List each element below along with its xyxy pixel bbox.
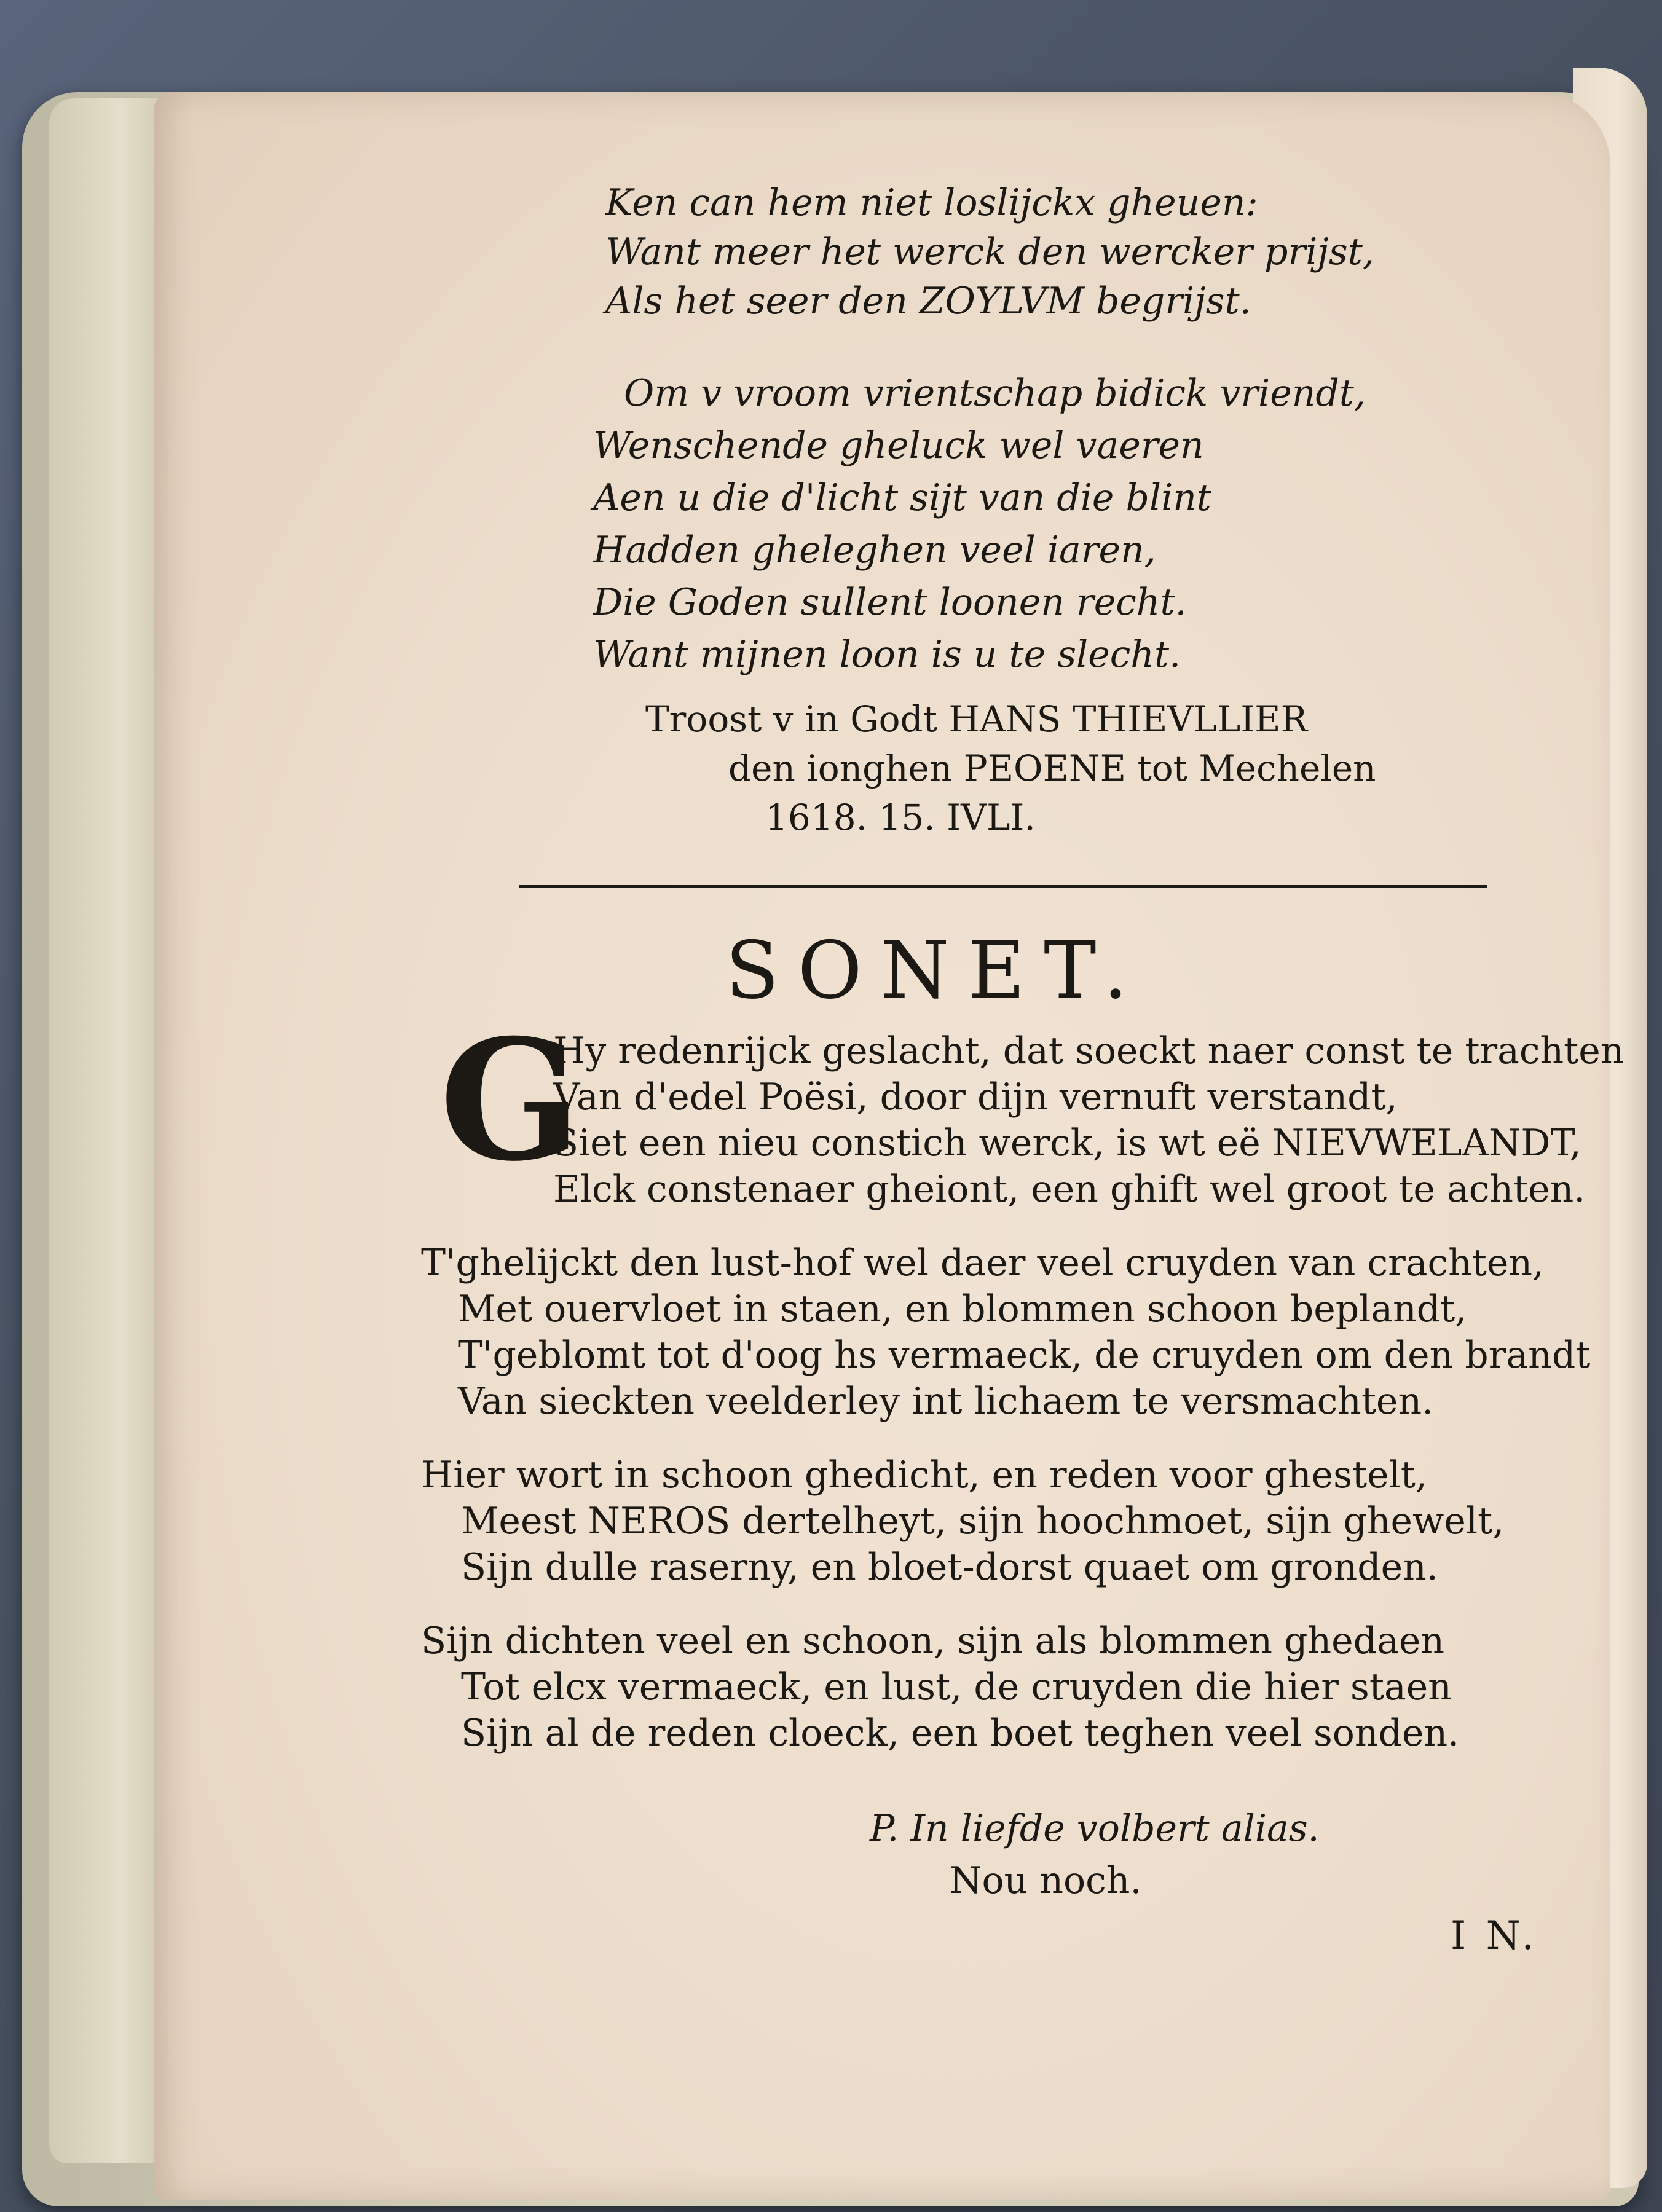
sonnet-line: Met ouervloet in staen, en blommen schoon beplandt, <box>458 1288 1467 1331</box>
sonnet-line: Van d'edel Poësi, door dijn vernuft verstandt, <box>553 1076 1398 1119</box>
poem-line: Want mijnen loon is u te slecht. <box>593 633 1181 676</box>
sonnet-line: Sijn al de reden cloeck, een boet teghen veel sonden. <box>461 1712 1460 1755</box>
poem-line: Aen u die d'licht sijt van die blint <box>593 476 1212 519</box>
signature-line: den ionghen PEOENE tot Mechelen <box>728 747 1376 789</box>
poem-line: Want meer het werck den wercker prijst, <box>605 230 1374 274</box>
catchword: I N. <box>1451 1913 1538 1959</box>
poem-line: Wenschende gheluck wel vaeren <box>593 424 1204 467</box>
poem-line: Hadden gheleghen veel iaren, <box>593 529 1156 572</box>
poem-line: Ken can hem niet loslijckx gheuen: <box>605 181 1258 224</box>
sonnet-line: Hy redenrijck geslacht, dat soeckt naer const te trachten <box>553 1029 1625 1073</box>
sonnet-line: Tot elcx vermaeck, en lust, de cruyden die hier staen <box>461 1666 1452 1709</box>
sonnet-title: SONET. <box>725 925 1147 1017</box>
sonnet-signature: P. In liefde volbert alias. <box>870 1807 1320 1850</box>
sonnet-line: Meest NEROS dertelheyt, sijn hoochmoet, sijn ghewelt, <box>461 1500 1505 1543</box>
sonnet-line: Elck constenaer gheiont, een ghift wel groot te achten. <box>553 1168 1586 1211</box>
sonnet-signature: Nou noch. <box>950 1859 1142 1902</box>
sonnet-line: Sijn dulle raserny, en bloet-dorst quaet om gronden. <box>461 1546 1438 1589</box>
poem-line: Om v vroom vrientschap bidick vriendt, <box>624 372 1366 415</box>
signature-line: Troost v in Godt HANS THIEVLLIER <box>645 698 1308 740</box>
sonnet-line: Siet een nieu constich werck, is wt eë NIEVWELANDT, <box>553 1122 1581 1165</box>
sonnet-line: Hier wort in schoon ghedicht, en reden voor ghestelt, <box>421 1454 1427 1497</box>
poem-line: Die Goden sullent loonen recht. <box>593 581 1187 624</box>
section-divider <box>519 885 1487 888</box>
signature-date: 1618. 15. IVLI. <box>765 797 1036 838</box>
sonnet-line: T'geblomt tot d'oog hs vermaeck, de cruyden om den brandt <box>458 1334 1591 1377</box>
sonnet-line: Van sieckten veelderley int lichaem te versmachten. <box>458 1380 1434 1423</box>
poem-line: Als het seer den ZOYLVM begrijst. <box>605 280 1251 323</box>
sonnet-line: Sijn dichten veel en schoon, sijn als blommen ghedaen <box>421 1620 1444 1663</box>
drop-cap: G <box>439 1002 581 1198</box>
sonnet-line: T'ghelijckt den lust-hof wel daer veel cruyden van crachten, <box>421 1242 1545 1285</box>
